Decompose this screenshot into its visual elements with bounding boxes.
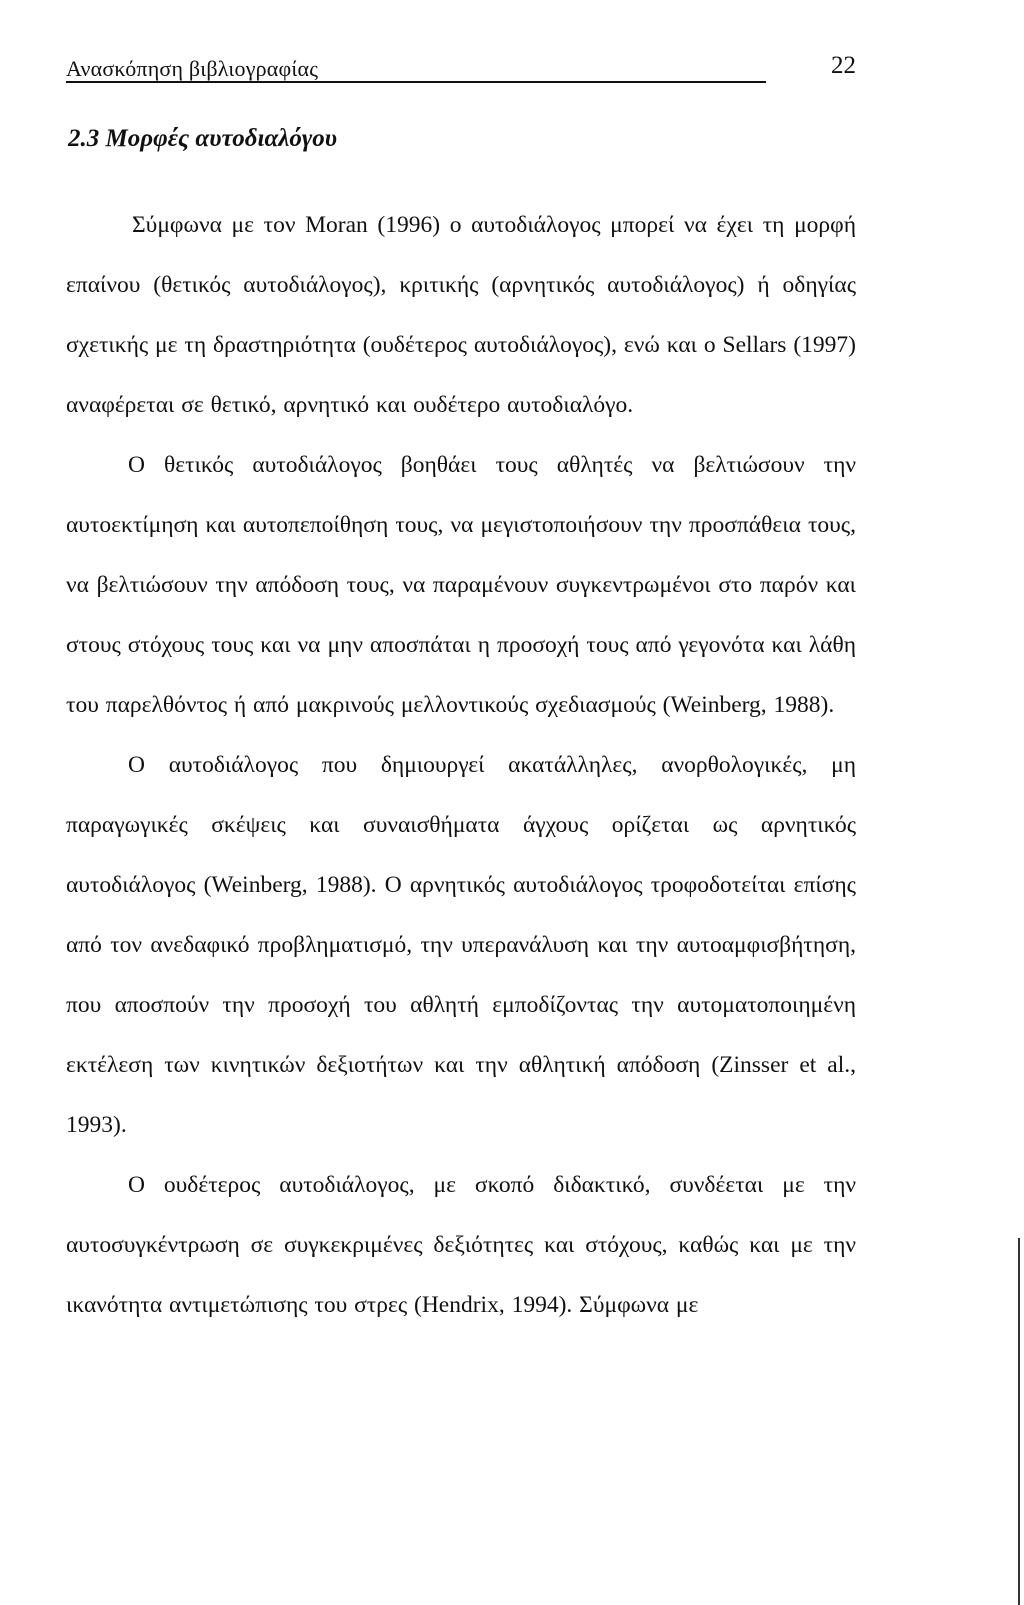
paragraph-types-overview: Σύμφωνα με τον Moran (1996) ο αυτοδιάλογος μπορεί να έχει τη μορφή επαίνου (θετικός αυτοδιάλογος), κριτικής (αρνητικός αυτοδιάλογος) ή οδηγίας σχετικής με τη δραστηριότητα (ουδέτερος αυτοδιάλογος), ενώ και ο Sellars (1997) αναφέρεται σε θετικό, αρνητικό και ουδέτερο αυτοδιαλόγο. (66, 212, 856, 418)
running-header (66, 50, 856, 86)
paragraph-positive-self-talk: Ο θετικός αυτοδιάλογος βοηθάει τους αθλητές να βελτιώσουν την αυτοεκτίμηση και αυτοπεποίθηση τους, να μεγιστοποιήσουν την προσπάθεια τους, να βελτιώσουν την απόδοση τους, να παραμένουν συγκεντρωμένοι στο παρόν και στους στόχους τους και να μην αποσπάται η προσοχή τους από γεγονότα και λάθη του παρελθόντος ή από μακρινούς μελλοντικούς σχεδιασμούς (Weinberg, 1988). (66, 452, 856, 718)
header-rule (66, 81, 766, 83)
scan-margin-line (1018, 1238, 1020, 1605)
paragraph-neutral-self-talk: Ο ουδέτερος αυτοδιάλογος, με σκοπό διδακτικό, συνδέεται με την αυτοσυγκέντρωση σε συγκεκριμένες δεξιότητες και στόχους, καθώς και με την ικανότητα αντιμετώπισης του στρες (Hendrix, 1994). Σύμφωνα με (66, 1172, 856, 1318)
page-number: 22 (831, 52, 856, 79)
body-text (66, 195, 856, 1335)
running-title: Ανασκόπηση βιβλιογραφίας (66, 56, 319, 81)
paragraph-negative-self-talk: Ο αυτοδιάλογος που δημιουργεί ακατάλληλες, ανορθολογικές, μη παραγωγικές σκέψεις και συναισθήματα άγχους ορίζεται ως αρνητικός αυτοδιάλογος (Weinberg, 1988). Ο αρνητικός αυτοδιάλογος τροφοδοτείται επίσης από τον ανεδαφικό προβληματισμό, την υπερανάλυση και την αυτοαμφισβήτηση, που αποσπούν την προσοχή του αθλητή εμποδίζοντας την αυτοματοποιημένη εκτέλεση των κινητικών δεξιοτήτων και την αθλητική απόδοση (Zinsser et al., 1993). (66, 752, 856, 1138)
section-heading: 2.3 Μορφές αυτοδιαλόγου (68, 125, 338, 152)
